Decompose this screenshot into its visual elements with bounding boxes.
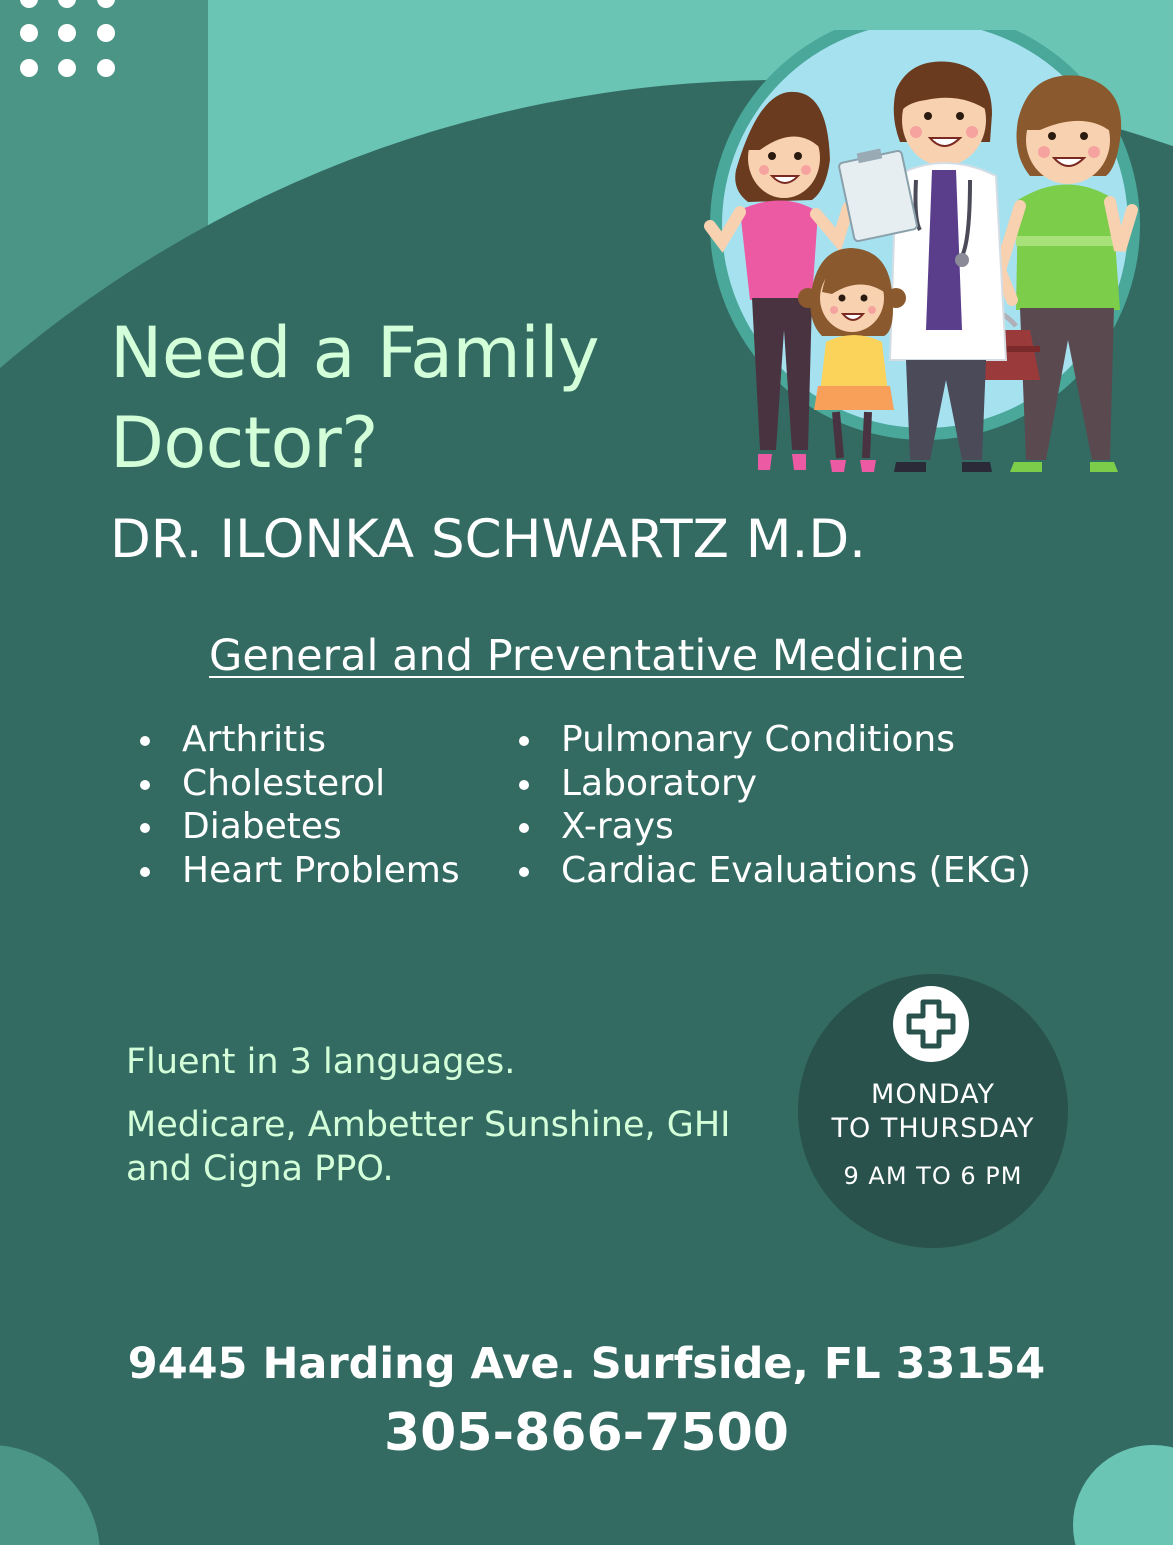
service-item: [515, 849, 1031, 893]
bullet-icon: [140, 823, 150, 833]
service-label: Cholesterol: [182, 762, 386, 804]
services-list-right: [515, 718, 1031, 892]
service-label: X-rays: [561, 806, 674, 847]
service-item: [515, 805, 1031, 849]
service-label: Pulmonary Conditions: [561, 719, 955, 760]
service-item: [136, 718, 460, 762]
service-label: Diabetes: [182, 806, 342, 847]
bullet-icon: [140, 780, 150, 790]
service-label: Arthritis: [182, 719, 327, 760]
address: 9445 Harding Ave. Surfside, FL 33154: [127, 1339, 1046, 1389]
service-label: Laboratory: [561, 762, 758, 804]
service-label: Heart Problems: [182, 849, 460, 891]
hours-days-line2: TO THURSDAY: [831, 1113, 1035, 1144]
hours-time: 9 AM TO 6 PM: [843, 1162, 1023, 1190]
bullet-icon: [140, 736, 150, 746]
service-item: [136, 849, 460, 893]
family-doctor-illustration: [700, 30, 1140, 490]
service-label: Cardiac Evaluations (EKG): [561, 849, 1032, 891]
specialty-text: General and Preventative Medicine: [209, 631, 964, 681]
decorative-dots: [20, 0, 130, 80]
languages-note: Fluent in 3 languages.: [126, 1042, 516, 1082]
service-item: [136, 762, 460, 806]
bullet-icon: [519, 867, 529, 877]
office-hours-badge: [798, 974, 1068, 1248]
bullet-icon: [519, 736, 529, 746]
bullet-icon: [519, 780, 529, 790]
headline: Need a Family Doctor?: [110, 312, 600, 484]
service-item: [136, 805, 460, 849]
services-list-left: [136, 718, 460, 892]
phone-number: 305-866-7500: [384, 1403, 789, 1463]
bullet-icon: [140, 867, 150, 877]
doctor-name: DR. ILONKA SCHWARTZ M.D.: [110, 509, 867, 570]
insurance-note: Medicare, Ambetter Sunshine, GHI and Cigna PPO.: [126, 1105, 731, 1189]
hours-days-line1: MONDAY: [871, 1079, 995, 1110]
specialty-heading: [0, 628, 1173, 684]
service-item: [515, 762, 1031, 806]
bullet-icon: [519, 823, 529, 833]
medical-cross-icon: [893, 986, 969, 1062]
service-item: [515, 718, 1031, 762]
